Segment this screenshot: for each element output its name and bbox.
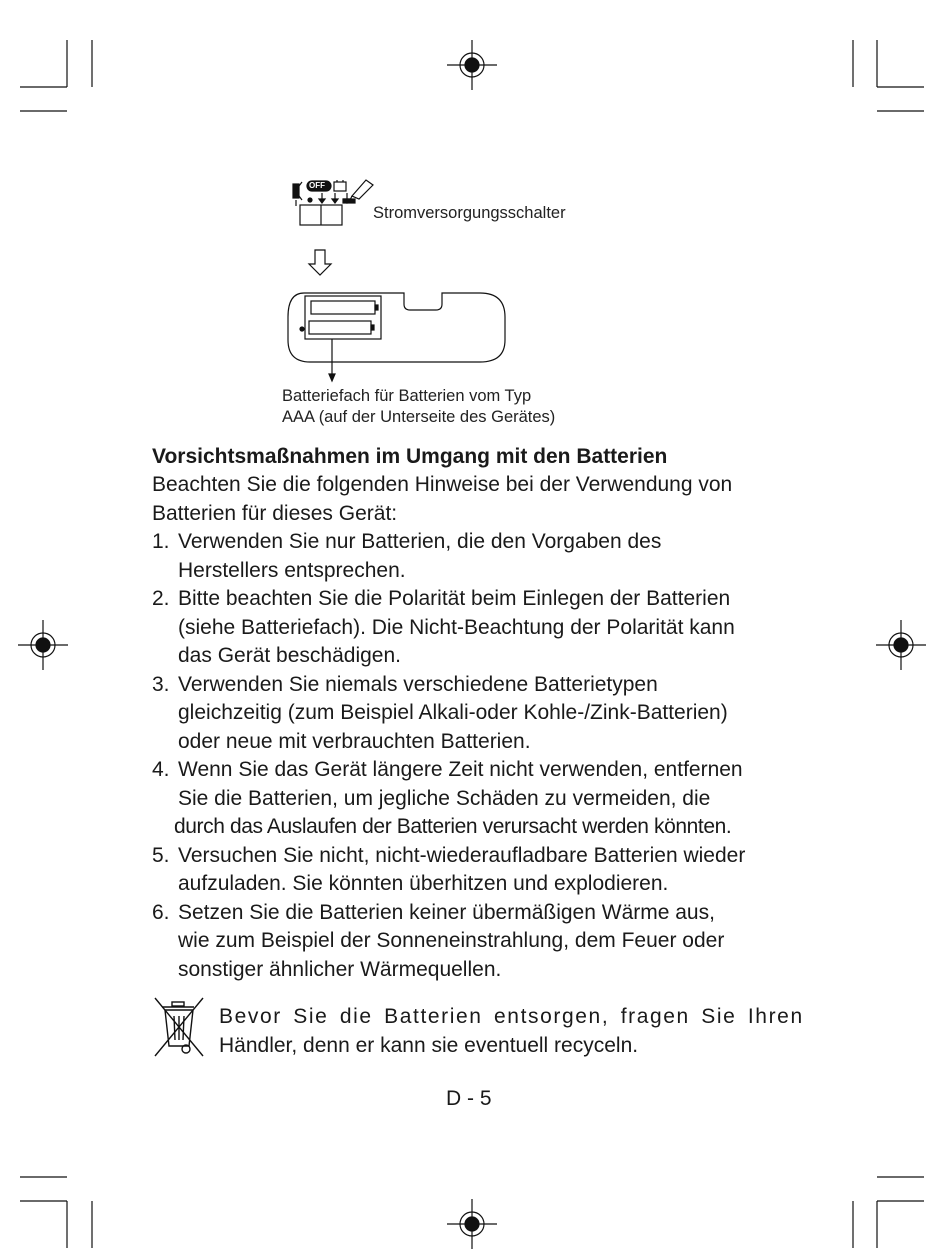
- section-intro: [152, 471, 812, 528]
- battery-aaa-2: [309, 321, 371, 334]
- page-number: D - 5: [446, 1087, 492, 1110]
- registration-mark-bottom: [447, 1199, 497, 1249]
- list-item-line: Herstellers entsprechen.: [178, 558, 406, 582]
- list-item: [152, 585, 812, 671]
- battery-small-icon: [334, 180, 346, 191]
- list-item-line: Verwenden Sie niemals verschiedene Batterietypen: [178, 672, 658, 696]
- list-item-line: wie zum Beispiel der Sonneneinstrahlung, dem Feuer oder: [178, 929, 725, 952]
- battery-precautions-section: [152, 443, 812, 984]
- list-item-line: Versuchen Sie nicht, nicht-wiederaufladbare Batterien wieder: [178, 843, 746, 867]
- list-item-number: 5.: [152, 843, 170, 867]
- intro-line: Beachten Sie die folgenden Hinweise bei der Verwendung von: [152, 473, 733, 496]
- battery-caption-line1: Batteriefach für Batterien vom Typ: [282, 387, 532, 405]
- disposal-line1: Bevor Sie die Batterien entsorgen, fragen Sie Ihren: [219, 1005, 804, 1028]
- list-item-line: Verwenden Sie nur Batterien, die den Vorgaben des: [178, 530, 662, 553]
- down-arrow-icon: [309, 250, 331, 275]
- handset-icon: [293, 182, 302, 200]
- list-item-line: durch das Auslaufen der Batterien verursacht werden könnten.: [174, 815, 732, 838]
- list-item-line: Wenn Sie das Gerät längere Zeit nicht verwenden, entfernen: [178, 758, 743, 781]
- list-item-line: (siehe Batteriefach). Die Nicht-Beachtung der Polarität kann: [178, 615, 735, 639]
- list-item: [152, 899, 812, 985]
- list-item-line: aufzuladen. Sie könnten überhitzen und explodieren.: [178, 872, 669, 895]
- disposal-note: [219, 1003, 819, 1060]
- device-body-outline: [288, 293, 505, 362]
- list-item-line: das Gerät beschädigen.: [178, 644, 401, 667]
- list-item-line: oder neue mit verbrauchten Batterien.: [178, 729, 531, 753]
- list-item-line: gleichzeitig (zum Beispiel Alkali-oder Kohle-/Zink-Batterien): [178, 701, 728, 724]
- section-heading: Vorsichtsmaßnahmen im Umgang mit den Batterien: [152, 445, 668, 468]
- list-item-number: 3.: [152, 672, 170, 696]
- switch-off-label: OFF: [309, 181, 325, 190]
- list-item-line: Bitte beachten Sie die Polarität beim Einlegen der Batterien: [178, 587, 731, 610]
- pen-icon: [350, 180, 373, 200]
- registration-mark-left: [18, 620, 68, 670]
- crossed-out-wheelie-bin-icon: [152, 996, 206, 1060]
- switch-caption: Stromversorgungsschalter: [373, 204, 566, 222]
- battery-aaa-1: [311, 301, 375, 314]
- list-item: [152, 842, 812, 899]
- battery-caption-line2: AAA (auf der Unterseite des Gerätes): [282, 408, 556, 426]
- list-item-number: 2.: [152, 587, 170, 610]
- list-item-line: Setzen Sie die Batterien keiner übermäßigen Wärme aus,: [178, 900, 715, 924]
- list-item: [152, 671, 812, 757]
- list-item: [152, 528, 812, 585]
- list-item-number: 6.: [152, 900, 170, 924]
- registration-mark-right: [876, 620, 926, 670]
- intro-line: Batterien für dieses Gerät:: [152, 501, 398, 525]
- list-item-number: 1.: [152, 530, 170, 553]
- battery-compartment-caption: [282, 386, 642, 428]
- precautions-list: [152, 528, 812, 984]
- registration-mark-top: [447, 40, 497, 90]
- list-item-line: sonstiger ähnlicher Wärmequellen.: [178, 957, 502, 981]
- list-item-line: Sie die Batterien, um jegliche Schäden zu vermeiden, die: [178, 786, 711, 810]
- disposal-line2: Händler, denn er kann sie eventuell recyceln.: [219, 1033, 639, 1057]
- list-item-number: 4.: [152, 758, 170, 781]
- battery-compartment: [305, 296, 381, 339]
- list-item: [152, 756, 812, 842]
